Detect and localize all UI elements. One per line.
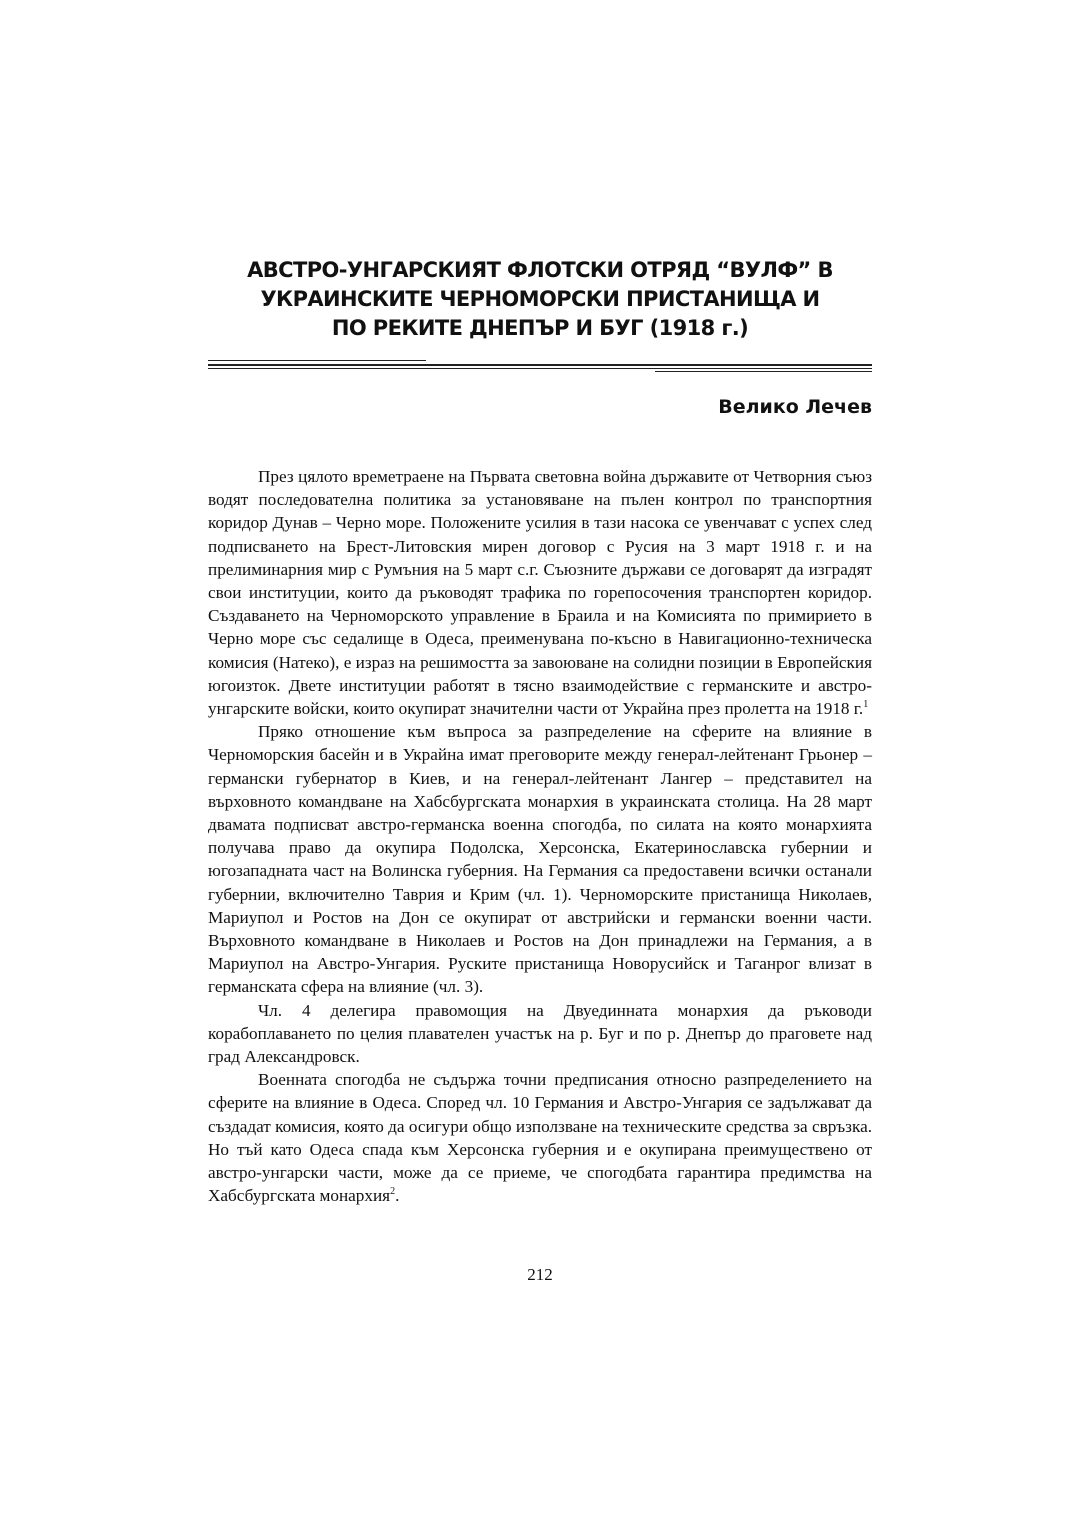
footnote-ref-1[interactable]: 1 [863, 699, 869, 711]
title-line-1: АВСТРО-УНГАРСКИЯТ ФЛОТСКИ ОТРЯД “ВУЛФ” В [247, 258, 833, 282]
rule-short-top [208, 360, 426, 361]
rule-main-thin [208, 368, 872, 369]
title-line-3: ПО РЕКИТЕ ДНЕПЪР И БУГ (1918 г.) [331, 316, 749, 340]
paragraph-1: През цялото времетраене на Първата световна война държавите от Четворния съюз водят последователна политика за установяване на пълен контрол по транспортния коридор Дунав – Черно море. Положените усилия в тази насока се увенчават с успех след подписването на Брест-Литовския мирен договор с Русия на 3 март 1918 г. и на прелиминарния мир с Румъния на 5 март с.г. Съюзните държави се договарят да изградят свои институции, които да ръководят трафика по горепосочения транспортен коридор. Създаването на Черноморското управление в Браила и на Комисията по примирието в Черно море със седалище в Одеса, преименувана по-късно в Навигационно-техническа комисия (Натеко), е израз на решимостта за завоюване на солидни позиции в Европейския югоизток. Двете институции работят в тясно взаимодействие с германските и австро-унгарските войски, които окупират значителни части от Украйна през пролетта на 1918 г.$^1$ [208, 467, 872, 719]
title-line-2: УКРАИНСКИТЕ ЧЕРНОМОРСКИ ПРИСТАНИЩА И [260, 287, 820, 311]
rule-main-thick [208, 364, 872, 366]
rule-short-bottom [655, 371, 872, 372]
paragraph-2: Пряко отношение към въпроса за разпределение на сферите на влияние в Черноморския басейн и в Украйна имат преговорите между генерал-лейтенант Грьонер – германски губернатор в Киев, и на генерал-лейтенант Лангер – представител на върховното командване на Хабсбургската монархия в украинската столица. На 28 март двамата подписват австро-германска военна спогодба, по силата на която монархията получава право да окупира Подолска, Херсонска, Екатеринославска губернии и югозападната част на Волинска губерния. На Германия са предоставени всички останали губернии, включително Таврия и Крим (чл. 1). Черноморските пристанища Николаев, Мариупол и Ростов на Дон се окупират от австрийски и германски военни части. Върховното командване в Николаев и Ростов на Дон принадлежи на Германия, а в Мариупол на Австро-Унгария. Руските пристанища Новорусийск и Таганрог влизат в германската сфера на влияние (чл. 3). [208, 722, 872, 997]
paragraph-4: Военната спогодба не съдържа точни предписания относно разпределението на сферите на влияние в Одеса. Според чл. 10 Германия и Австро-Унгария се задължават да създадат комисия, която да осигури общо използване на техническите средства за свръзка. Но тъй като Одеса спада към Херсонска губерния и е окупирана преимуществено от австро-унгарски части, може да се приеме, че спогодбата гарантира предимства на Хабсбургската монархия$^2$. [208, 1070, 872, 1206]
author-name: Велико Лечев [718, 396, 872, 418]
footnote-ref-2[interactable]: 2 [390, 1186, 396, 1198]
article-title [200, 256, 880, 343]
paragraph-3: Чл. 4 делегира правомощия на Двуединната монархия да ръководи корабоплаването по целия плавателен участък на р. Буг и по р. Днепър до праговете над град Александровск. [208, 1000, 872, 1067]
page-number: 212 [527, 1265, 553, 1284]
article-body [208, 465, 872, 1208]
